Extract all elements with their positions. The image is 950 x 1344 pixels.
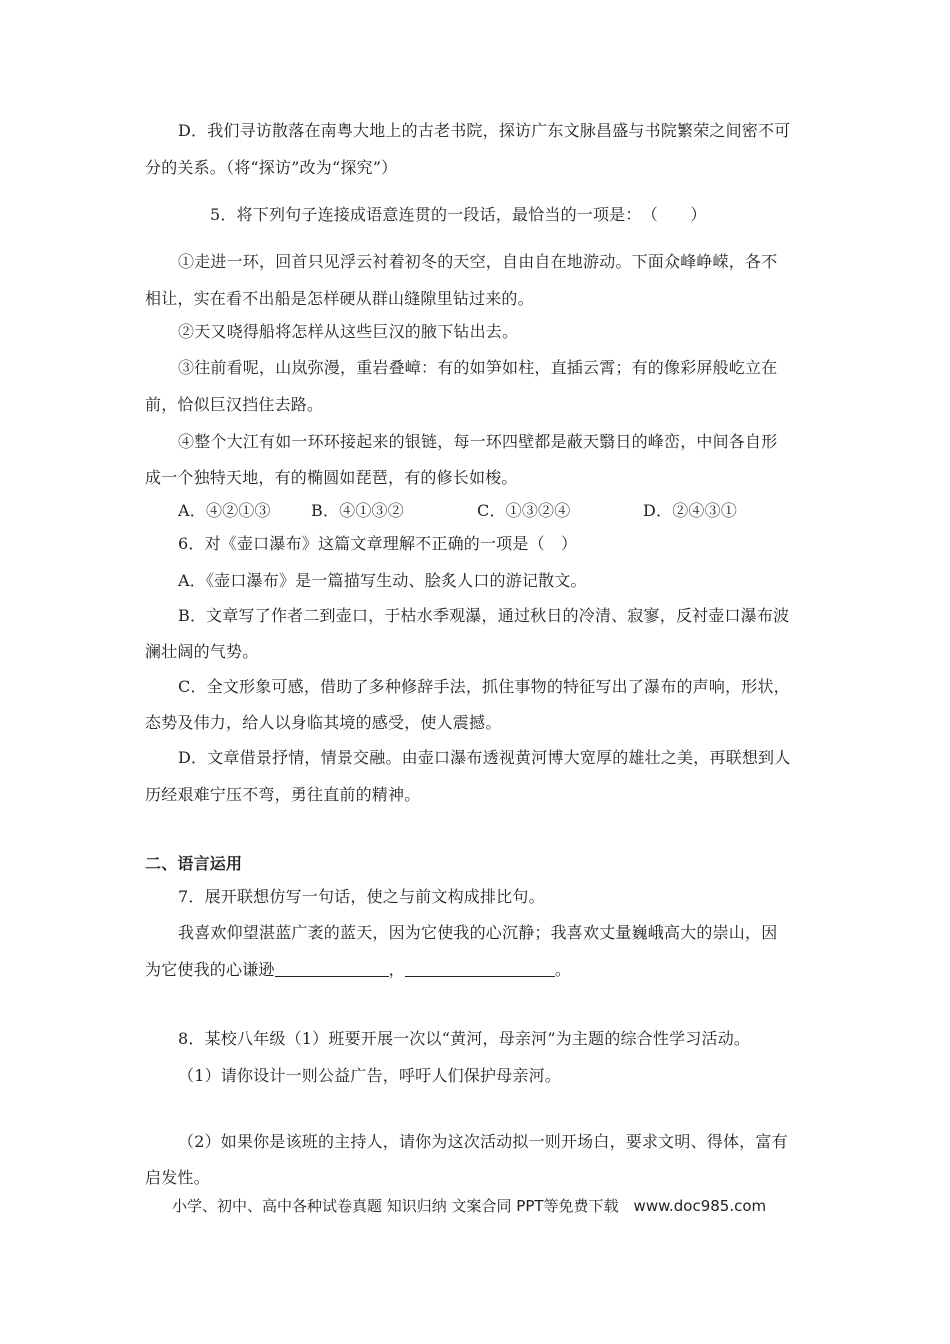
answer-blank-1[interactable] [275, 960, 389, 977]
sentence-4: ④整个大江有如一环环接起来的银链，每一环四壁都是蔽天翳日的峰峦，中间各自形 [178, 432, 778, 451]
question-7: 7．展开联想仿写一句话，使之与前文构成排比句。 [178, 887, 545, 906]
question-8: 8．某校八年级（1）班要开展一次以“黄河，母亲河”为主题的综合性学习活动。 [178, 1029, 751, 1048]
question-8-part-1: （1）请你设计一则公益广告，呼吁人们保护母亲河。 [178, 1066, 561, 1085]
q6-option-c: C．全文形象可感，借助了多种修辞手法，抓住事物的特征写出了瀑布的声响，形状， [178, 677, 790, 696]
question-6: 6．对《壶口瀑布》这篇文章理解不正确的一项是（ ） [178, 534, 578, 553]
sentence-3-cont: 前，恰似巨汉挡住去路。 [145, 395, 324, 414]
option-d-text: D．我们寻访散落在南粤大地上的古老书院，探访广东文脉昌盛与书院繁荣之间密不可 [178, 121, 791, 140]
q6-option-b-cont: 澜壮阔的气势。 [145, 642, 259, 661]
sentence-2: ②天又哓得船将怎样从这些巨汉的腋下钻出去。 [178, 322, 519, 341]
q6-option-c-cont: 态势及伟力，给人以身临其境的感受，使人震撼。 [145, 713, 502, 732]
comma: ， [388, 960, 405, 979]
question-7-blank-line [145, 959, 571, 981]
sentence-3: ③往前看呢，山岚弥漫，重岩叠嶂：有的如笋如柱，直插云霄；有的像彩屏般屹立在 [178, 358, 778, 377]
question-5-options [178, 500, 737, 522]
prompt-cont: 为它使我的心谦逊 [145, 960, 275, 979]
q6-option-d: D．文章借景抒情，情景交融。由壶口瀑布透视黄河博大宽厚的雄壮之美，再联想到人 [178, 748, 791, 767]
q6-option-b: B．文章写了作者二到壶口，于枯水季观瀑，通过秋日的冷清、寂寥，反衬壶口瀑布波 [178, 606, 790, 625]
sentence-1: ①走进一环，回首只见浮云衬着初冬的天空，自由自在地游动。下面众峰峥嵘，各不 [178, 252, 778, 271]
option-d: D．②④③① [643, 501, 738, 520]
answer-blank-2[interactable] [405, 960, 555, 977]
sentence-4-cont: 成一个独特天地，有的椭圆如琵琶，有的修长如梭。 [145, 468, 518, 487]
footer-banner: 小学、初中、高中各种试卷真题 知识归纳 文案合同 PPT等免费下载 www.doc985.com [172, 1197, 767, 1215]
option-d-text-cont: 分的关系。（将“探访”改为“探究”） [145, 158, 398, 177]
question-5: 5．将下列句子连接成语意连贯的一段话，最恰当的一项是： （ ） [210, 205, 707, 224]
q6-option-a: A．《壶口瀑布》是一篇描写生动、脍炙人口的游记散文。 [178, 571, 587, 590]
sentence-1-cont: 相让，实在看不出船是怎样硬从群山缝隙里钻过来的。 [145, 289, 534, 308]
q6-option-d-cont: 历经艰难宁压不弯，勇往直前的精神。 [145, 785, 421, 804]
question-8-part-2-cont: 启发性。 [145, 1168, 210, 1187]
option-c: C．①③②④ [477, 501, 571, 520]
question-8-part-2: （2）如果你是该班的主持人，请你为这次活动拟一则开场白，要求文明、得体，富有 [178, 1132, 788, 1151]
section-heading: 二、语言运用 [145, 854, 243, 873]
option-a: A．④②①③ [178, 501, 271, 520]
question-7-prompt: 我喜欢仰望湛蓝广袤的蓝天，因为它使我的心沉静；我喜欢丈量巍峨高大的崇山，因 [178, 923, 778, 942]
period: 。 [554, 960, 572, 979]
option-b: B．④①③② [311, 501, 404, 520]
